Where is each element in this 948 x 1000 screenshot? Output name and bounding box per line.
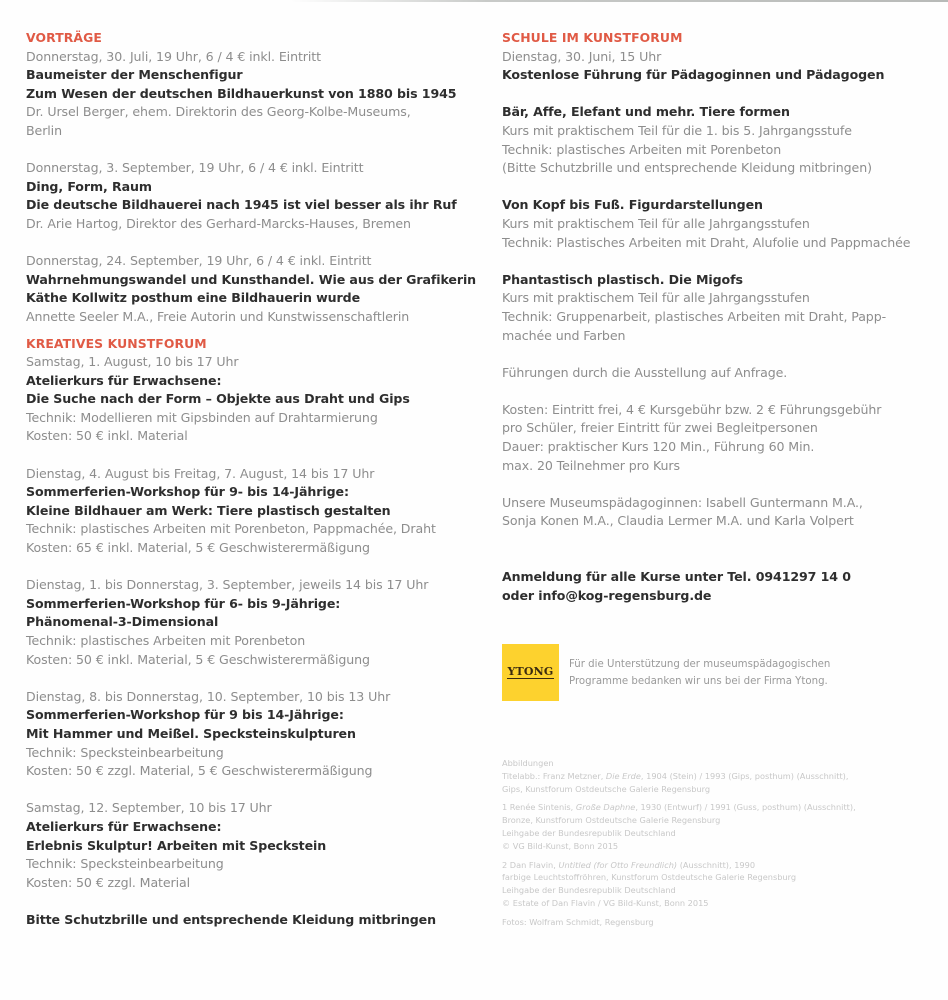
course-title: Phantastisch plastisch. Die Migofs <box>502 271 743 287</box>
credit-work-title: Große Daphne <box>575 802 636 813</box>
event-cost: Kosten: 50 € inkl. Material <box>26 428 188 444</box>
cost-line: pro Schüler, freier Eintritt für zwei Begleitpersonen <box>502 420 818 436</box>
school-course <box>502 196 942 252</box>
event-subtitle: Zum Wesen der deutschen Bildhauerkunst von 1880 bis 1945 <box>26 85 457 101</box>
workshop-event <box>26 799 476 892</box>
registration-phone: Anmeldung für alle Kurse unter Tel. 0941297 14 0 <box>502 569 851 585</box>
event-technique: Technik: plastisches Arbeiten mit Porenbeton <box>26 633 306 648</box>
event-date: Samstag, 1. August, 10 bis 17 Uhr <box>26 354 239 370</box>
left-column <box>26 29 476 930</box>
image-credits <box>502 757 942 929</box>
event-speaker: Dr. Ursel Berger, ehem. Direktorin des Georg-Kolbe-Museums, <box>26 104 411 120</box>
event-subtitle: Erlebnis Skulptur! Arbeiten mit Speckstein <box>26 837 327 853</box>
course-detail: Technik: Gruppenarbeit, plastisches Arbeiten mit Draht, Papp- <box>502 308 887 324</box>
workshop-event <box>26 353 476 446</box>
event-speaker: Annette Seeler M.A., Freie Autorin und Kunstwissenschaftlerin <box>26 308 410 324</box>
sponsor-line: Programme bedanken wir uns bei der Firma Ytong. <box>569 675 828 687</box>
event-speaker: Dr. Arie Hartog, Direktor des Gerhard-Marcks-Hauses, Bremen <box>26 215 411 231</box>
event-subtitle: Mit Hammer und Meißel. Specksteinskulpturen <box>26 725 356 741</box>
credit-work-title: Untitled (for Otto Freundlich) <box>558 859 678 870</box>
event-subtitle: Die Suche nach der Form – Objekte aus Draht und Gips <box>26 391 410 407</box>
intro-title: Kostenlose Führung für Pädagoginnen und Pädagogen <box>502 67 885 83</box>
credit-image-1 <box>502 801 942 814</box>
credit-image-2 <box>502 859 942 872</box>
sponsor-block <box>502 644 830 701</box>
staff-line: Unsere Museumspädagoginnen: Isabell Guntermann M.A., <box>502 494 863 510</box>
workshop-event <box>26 576 476 669</box>
cost-info <box>502 401 942 475</box>
max-participants: max. 20 Teilnehmer pro Kurs <box>502 457 680 473</box>
event-date: Donnerstag, 3. September, 19 Uhr, 6 / 4 € inkl. Eintritt <box>26 160 364 176</box>
registration-email: oder info@kog-regensburg.de <box>502 587 712 603</box>
workshop-event <box>26 465 476 558</box>
event-title: Sommerferien-Workshop für 9- bis 14-Jährige: <box>26 484 349 500</box>
page-edge-shadow <box>290 0 948 2</box>
course-detail: Kurs mit praktischem Teil für alle Jahrgangsstufen <box>502 290 810 306</box>
event-technique: Technik: Specksteinbearbeitung <box>26 856 224 872</box>
event-cost: Kosten: 50 € zzgl. Material, 5 € Geschwisterermäßigung <box>26 763 373 779</box>
course-title: Von Kopf bis Fuß. Figurdarstellungen <box>502 197 763 213</box>
registration-info <box>502 568 942 605</box>
section-heading-kreatives: KREATIVES KUNSTFORUM <box>26 335 207 351</box>
credit-line: Leihgabe der Bundesrepublik Deutschland <box>502 827 676 838</box>
credit-prefix: 1 Renée Sintenis, <box>502 802 576 813</box>
course-detail: Kurs mit praktischem Teil für die 1. bis 5. Jahrgangsstufe <box>502 122 852 138</box>
credit-line: Bronze, Kunstforum Ostdeutsche Galerie Regensburg <box>502 815 721 826</box>
event-title: Baumeister der Menschenfigur <box>26 67 243 83</box>
event-technique: Technik: plastisches Arbeiten mit Porenbeton, Pappmachée, Draht <box>26 521 436 537</box>
event-title: Sommerferien-Workshop für 6- bis 9-Jährige: <box>26 595 341 611</box>
photo-credit: Fotos: Wolfram Schmidt, Regensburg <box>502 916 654 927</box>
cost-line: Kosten: Eintritt frei, 4 € Kursgebühr bzw. 2 € Führungsgebühr <box>502 401 882 417</box>
lecture-event <box>26 48 476 141</box>
credit-prefix: Titelabb.: Franz Metzner, <box>502 770 606 781</box>
event-technique: Technik: Modellieren mit Gipsbinden auf Drahtarmierung <box>26 409 378 425</box>
course-detail: (Bitte Schutzbrille und entsprechende Kleidung mitbringen) <box>502 160 872 176</box>
school-course <box>502 103 942 177</box>
ytong-logo-text: YTONG <box>507 665 554 678</box>
course-detail: Kurs mit praktischem Teil für alle Jahrgangsstufen <box>502 215 810 231</box>
lecture-event <box>26 159 476 233</box>
sponsor-line: Für die Unterstützung der museumspädagogischen <box>569 658 831 670</box>
credits-heading: Abbildungen <box>502 758 554 768</box>
event-date: Donnerstag, 24. September, 19 Uhr, 6 / 4 € inkl. Eintritt <box>26 253 372 269</box>
event-title: Atelierkurs für Erwachsene: <box>26 818 222 834</box>
section-heading-schule: SCHULE IM KUNSTFORUM <box>502 30 683 45</box>
credit-line: © Estate of Dan Flavin / VG Bild-Kunst, Bonn 2015 <box>502 897 709 908</box>
event-title: Wahrnehmungswandel und Kunsthandel. Wie aus der Grafikerin <box>26 271 477 287</box>
event-subtitle: Phänomenal-3-Dimensional <box>26 614 219 630</box>
intro-date: Dienstag, 30. Juni, 15 Uhr <box>502 48 662 64</box>
credit-suffix: , 1904 (Stein) / 1993 (Gips, posthum) (Ausschnitt), <box>640 770 849 781</box>
event-cost: Kosten: 50 € zzgl. Material <box>26 874 191 890</box>
staff-info <box>502 494 942 531</box>
credit-suffix: , 1930 (Entwurf) / 1991 (Guss, posthum) (Ausschnitt), <box>635 802 856 813</box>
course-title: Bär, Affe, Elefant und mehr. Tiere formen <box>502 104 790 120</box>
event-date: Dienstag, 1. bis Donnerstag, 3. September, jeweils 14 bis 17 Uhr <box>26 577 429 593</box>
event-cost: Kosten: 65 € inkl. Material, 5 € Geschwisterermäßigung <box>26 540 370 556</box>
right-column <box>502 29 942 605</box>
credit-prefix: 2 Dan Flavin, <box>502 859 559 870</box>
workshop-event <box>26 688 476 781</box>
event-date: Dienstag, 8. bis Donnerstag, 10. September, 10 bis 13 Uhr <box>26 688 391 704</box>
event-subtitle: Die deutsche Bildhauerei nach 1945 ist viel besser als ihr Ruf <box>26 197 457 213</box>
event-date: Dienstag, 4. August bis Freitag, 7. August, 14 bis 17 Uhr <box>26 465 375 481</box>
credit-work-title: Die Erde <box>605 770 641 781</box>
tours-note: Führungen durch die Ausstellung auf Anfrage. <box>502 364 788 380</box>
credit-line: Gips, Kunstforum Ostdeutsche Galerie Regensburg <box>502 783 711 794</box>
event-date: Samstag, 12. September, 10 bis 17 Uhr <box>26 800 272 816</box>
credit-title-image <box>502 770 942 783</box>
event-title: Sommerferien-Workshop für 9 bis 14-Jährige: <box>26 707 344 723</box>
credit-line: © VG Bild-Kunst, Bonn 2015 <box>502 840 619 851</box>
course-detail: machée und Farben <box>502 327 626 343</box>
event-title: Ding, Form, Raum <box>26 178 152 194</box>
duration-line: Dauer: praktischer Kurs 120 Min., Führung 60 Min. <box>502 439 815 455</box>
course-detail: Technik: plastisches Arbeiten mit Porenbeton <box>502 141 782 157</box>
credit-line: farbige Leuchtstoffröhren, Kunstforum Ostdeutsche Galerie Regensburg <box>502 872 797 883</box>
event-date: Donnerstag, 30. Juli, 19 Uhr, 6 / 4 € inkl. Eintritt <box>26 48 321 64</box>
section-heading-vortraege: VORTRÄGE <box>26 30 102 45</box>
school-course <box>502 271 942 345</box>
staff-line: Sonja Konen M.A., Claudia Lermer M.A. und Karla Volpert <box>502 513 854 529</box>
event-title: Käthe Kollwitz posthum eine Bildhauerin wurde <box>26 290 361 306</box>
course-detail: Technik: Plastisches Arbeiten mit Draht, Alufolie und Pappmachée <box>502 234 911 250</box>
event-subtitle: Kleine Bildhauer am Werk: Tiere plastisch gestalten <box>26 502 391 518</box>
lecture-event <box>26 252 476 326</box>
event-title: Atelierkurs für Erwachsene: <box>26 372 222 388</box>
sponsor-text <box>569 656 830 690</box>
event-cost: Kosten: 50 € inkl. Material, 5 € Geschwisterermäßigung <box>26 651 370 667</box>
ytong-logo <box>502 644 559 701</box>
credit-line: Leihgabe der Bundesrepublik Deutschland <box>502 885 676 896</box>
event-technique: Technik: Specksteinbearbeitung <box>26 744 224 760</box>
event-speaker: Berlin <box>26 122 62 138</box>
safety-note: Bitte Schutzbrille und entsprechende Kleidung mitbringen <box>26 911 436 927</box>
credit-suffix: (Ausschnitt), 1990 <box>677 859 756 870</box>
